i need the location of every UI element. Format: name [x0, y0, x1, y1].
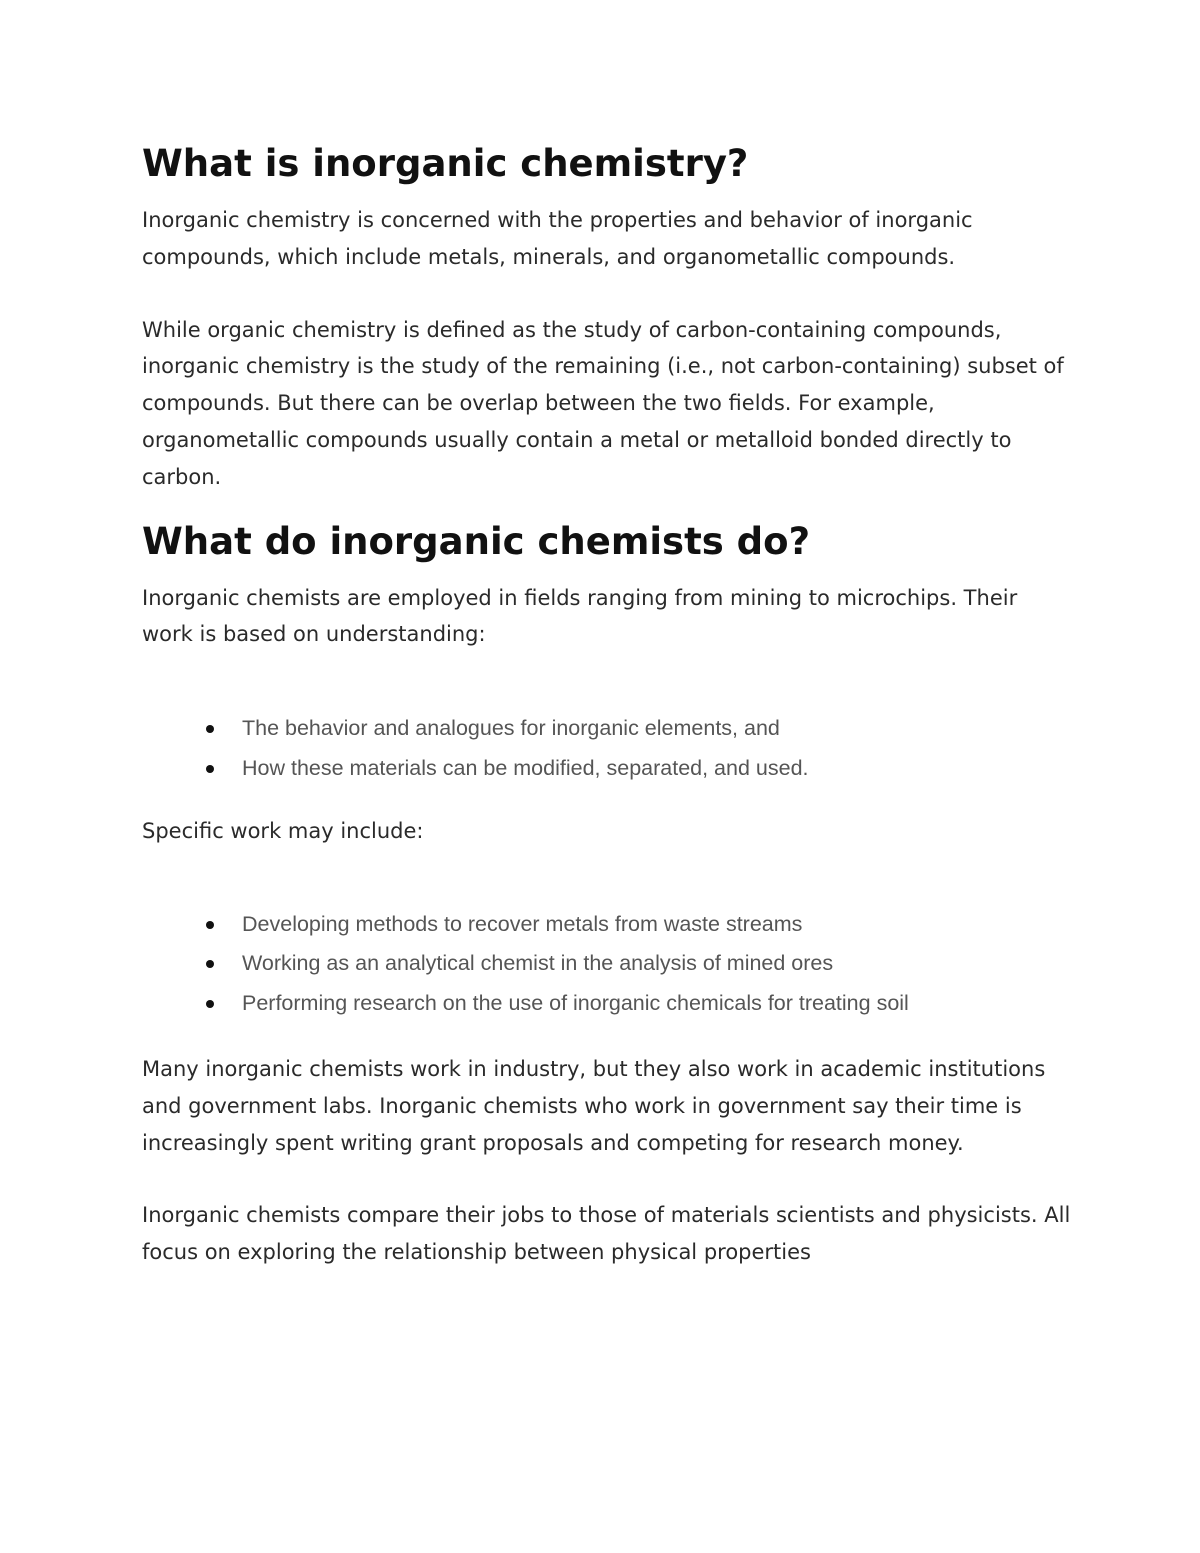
bullet-icon — [206, 765, 214, 773]
paragraph-employment-intro: Inorganic chemists are employed in fields ranging from mining to microchips. Their work is based on understanding: — [142, 585, 1018, 647]
heading-what-do-inorganic-chemists-do: What do inorganic chemists do? — [142, 519, 811, 563]
list-item-text: The behavior and analogues for inorganic elements, and — [242, 716, 780, 741]
list-item-text: How these materials can be modified, separated, and used. — [242, 755, 809, 780]
document-body — [142, 138, 1072, 1271]
specific-work-list — [142, 905, 1072, 1024]
list-item-text: Working as an analytical chemist in the analysis of mined ores — [242, 951, 834, 976]
list-item-text: Performing research on the use of inorganic chemicals for treating soil — [242, 991, 909, 1016]
bullet-icon — [206, 921, 214, 929]
bullet-icon — [206, 1000, 214, 1008]
paragraph-definition: Inorganic chemistry is concerned with the properties and behavior of inorganic compounds, which include metals, minerals, and organometallic compounds. — [142, 208, 973, 269]
paragraph-work-settings: Many inorganic chemists work in industry, but they also work in academic institutions and government labs. Inorganic chemists who work in government say their time is increasingly spent writing grant proposals and competing for research money. — [142, 1056, 1046, 1155]
bullet-icon — [206, 960, 214, 968]
list-item — [142, 749, 1002, 789]
paragraph-organic-vs-inorganic: While organic chemistry is defined as the study of carbon-containing compounds, inorganic chemistry is the study of the remaining (i.e., not carbon-containing) subset of compounds. But there can be overlap between the two fields. For example, organometallic compounds usually contain a metal or metalloid bonded directly to carbon. — [142, 317, 1064, 489]
list-item — [142, 944, 1002, 984]
paragraph-job-comparison: Inorganic chemists compare their jobs to those of materials scientists and physicists. All focus on exploring the relationship between physical properties — [142, 1203, 1071, 1265]
bullet-icon — [206, 725, 214, 733]
heading-what-is-inorganic-chemistry: What is inorganic chemistry? — [142, 142, 749, 185]
understanding-list — [142, 709, 1072, 789]
list-item — [142, 709, 1002, 749]
list-item — [142, 984, 1002, 1024]
list-item-text: Developing methods to recover metals from waste streams — [242, 911, 803, 936]
paragraph-specific-work-intro: Specific work may include: — [142, 818, 424, 843]
list-item — [142, 905, 1002, 945]
